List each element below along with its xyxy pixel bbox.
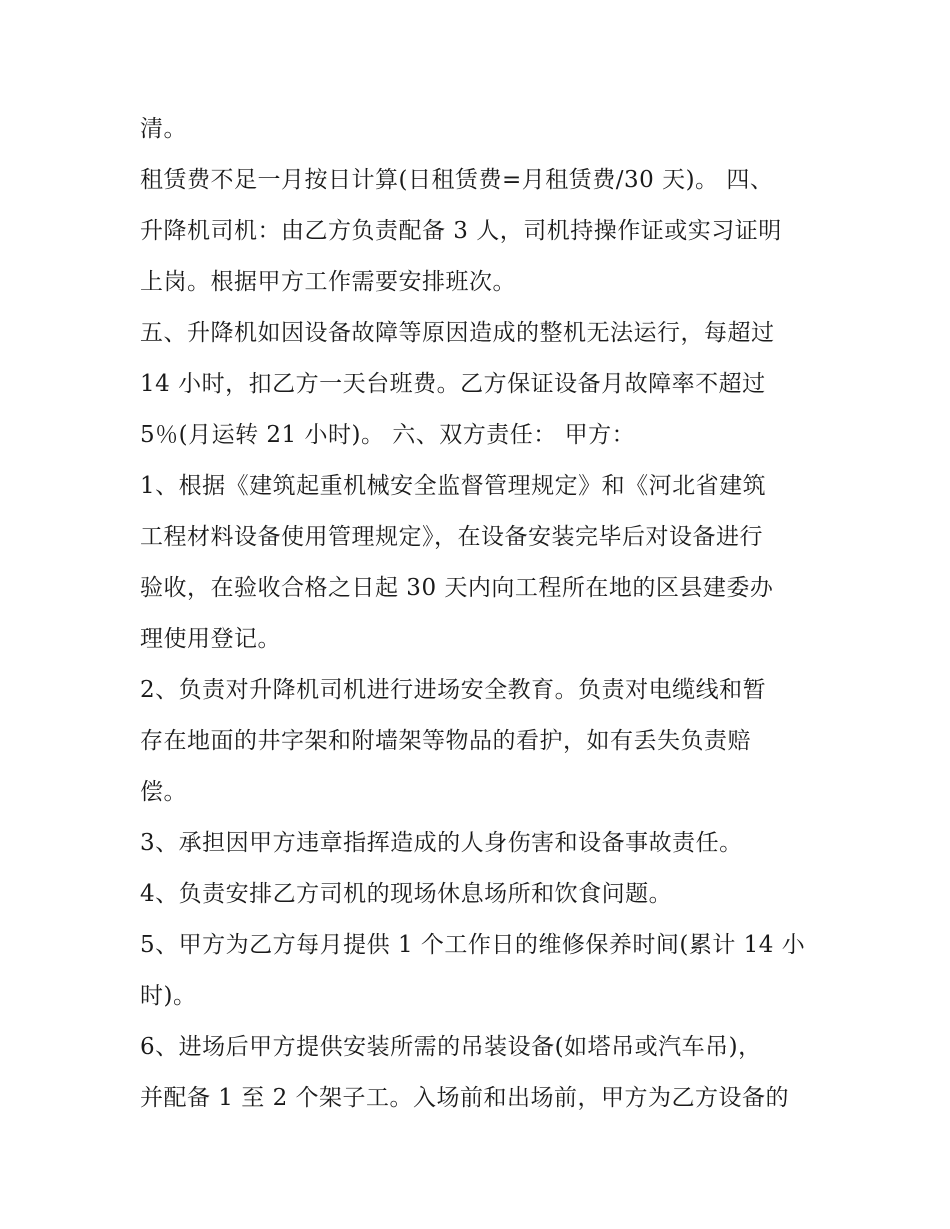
text-line: 清。: [140, 116, 187, 142]
text-line: 五、升降机如因设备故障等原因造成的整机无法运行，每超过: [140, 320, 775, 346]
paragraph: [140, 461, 830, 665]
paragraph: [140, 155, 830, 308]
text-line: 5、甲方为乙方每月提供 1 个工作日的维修保养时间(累计 14 小: [140, 932, 806, 958]
paragraph: [140, 1022, 830, 1124]
text-line: 工程材料设备使用管理规定》，在设备安装完毕后对设备进行: [140, 524, 763, 550]
text-line: 5％(月运转 21 小时)。 六、双方责任： 甲方：: [140, 422, 636, 448]
text-line: 时)。: [140, 983, 197, 1009]
text-line: 1、根据《建筑起重机械安全监督管理规定》和《河北省建筑: [140, 473, 767, 499]
text-line: 2、负责对升降机司机进行进场安全教育。负责对电缆线和暂: [140, 677, 767, 703]
text-line: 6、进场后甲方提供安装所需的吊装设备(如塔吊或汽车吊)，: [140, 1034, 762, 1060]
text-line: 存在地面的井字架和附墙架等物品的看护，如有丢失负责赔: [140, 728, 751, 754]
paragraph: [140, 104, 830, 155]
text-line: 验收，在验收合格之日起 30 天内向工程所在地的区县建委办: [140, 575, 774, 601]
text-line: 3、承担因甲方违章指挥造成的人身伤害和设备事故责任。: [140, 830, 743, 856]
text-line: 并配备 1 至 2 个架子工。入场前和出场前，甲方为乙方设备的: [140, 1085, 790, 1111]
text-line: 上岗。根据甲方工作需要安排班次。: [140, 269, 516, 295]
text-line: 4、负责安排乙方司机的现场休息场所和饮食问题。: [140, 881, 673, 907]
paragraph: [140, 308, 830, 461]
text-line: 升降机司机：由乙方负责配备 3 人，司机持操作证或实习证明: [140, 218, 782, 244]
text-line: 14 小时，扣乙方一天台班费。乙方保证设备月故障率不超过: [140, 371, 766, 397]
paragraph: [140, 818, 830, 869]
document-body: [140, 104, 830, 1124]
text-line: 理使用登记。: [140, 626, 281, 652]
text-line: 偿。: [140, 779, 187, 805]
paragraph: [140, 869, 830, 920]
text-line: 租赁费不足一月按日计算(日租赁费=月租赁费/30 天)。 四、: [140, 167, 774, 193]
paragraph: [140, 920, 830, 1022]
paragraph: [140, 665, 830, 818]
